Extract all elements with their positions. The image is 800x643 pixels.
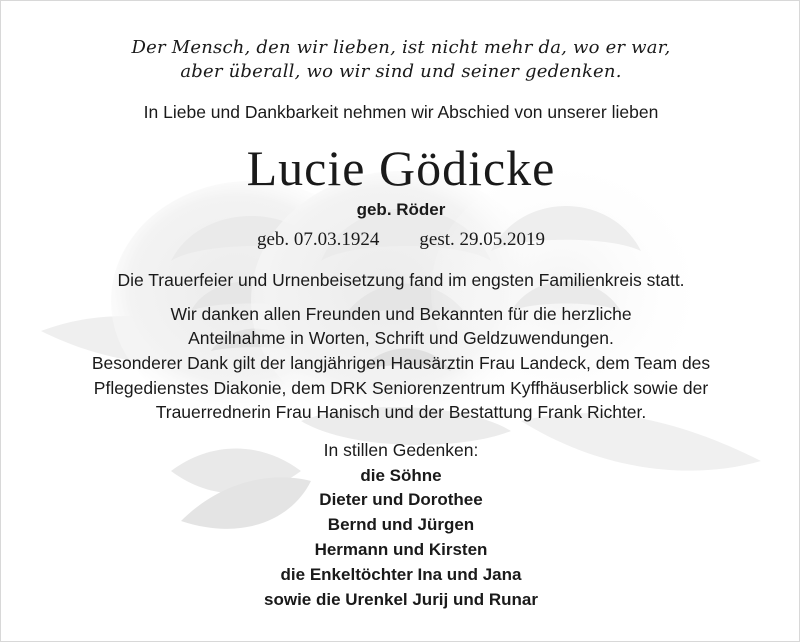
birth-date: geb. 07.03.1924 bbox=[256, 229, 380, 250]
thanks-line: Pflegedienstes Diakonie, dem DRK Seniorenzentrum Kyffhäuserblick sowie der bbox=[93, 378, 709, 398]
mourner-line: die Söhne bbox=[360, 466, 442, 485]
deceased-name: Lucie Gödicke bbox=[246, 140, 556, 196]
maiden-name: geb. Röder bbox=[356, 200, 446, 219]
mourner-line: Bernd und Jürgen bbox=[327, 515, 475, 534]
motto-line-2: aber überall, wo wir sind und seiner gedenken. bbox=[180, 61, 622, 82]
mourner-line: die Enkeltöchter Ina und Jana bbox=[280, 565, 522, 584]
mourner-line: Hermann und Kirsten bbox=[314, 540, 488, 559]
mourner-line: sowie die Urenkel Jurij und Runar bbox=[264, 590, 538, 609]
remembrance-heading: In stillen Gedenken: bbox=[323, 440, 479, 460]
mourner-line: Dieter und Dorothee bbox=[319, 490, 483, 509]
motto-line-1: Der Mensch, den wir lieben, ist nicht mehr da, wo er war, bbox=[131, 37, 671, 58]
intro-text: In Liebe und Dankbarkeit nehmen wir Abschied von unserer lieben bbox=[143, 102, 659, 122]
life-dates bbox=[1, 229, 800, 251]
thanks-line: Wir danken allen Freunden und Bekannten für die herzliche bbox=[170, 304, 632, 324]
thanks-line: Trauerrednerin Frau Hanisch und der Bestattung Frank Richter. bbox=[155, 402, 647, 422]
thanks-line: Besonderer Dank gilt der langjährigen Hausärztin Frau Landeck, dem Team des bbox=[91, 353, 711, 373]
thanks-line: Anteilnahme in Worten, Schrift und Geldzuwendungen. bbox=[188, 328, 614, 348]
death-date: gest. 29.05.2019 bbox=[419, 229, 546, 250]
funeral-note: Die Trauerfeier und Urnenbeisetzung fand im engsten Familienkreis statt. bbox=[117, 270, 685, 290]
